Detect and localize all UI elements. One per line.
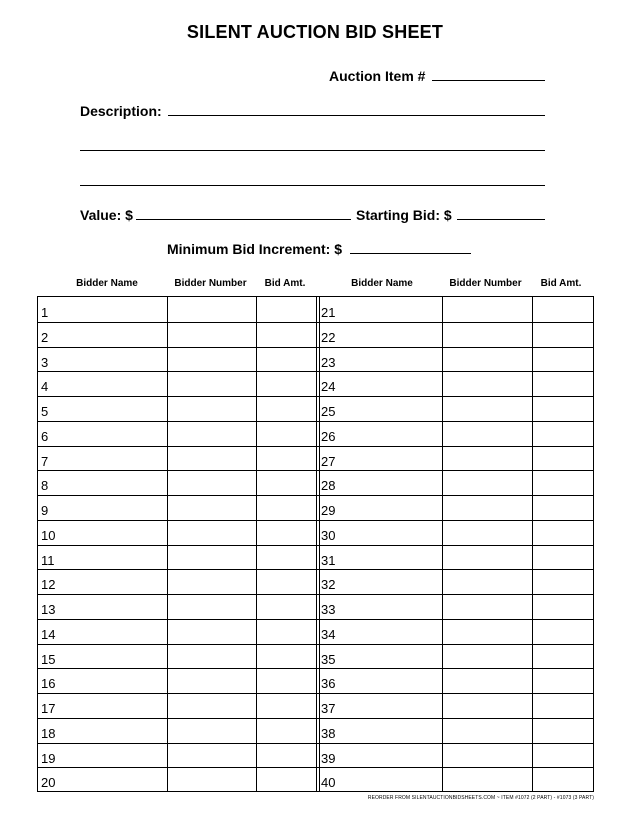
row-number-right: 32: [321, 577, 336, 593]
auction-item-label: Auction Item #: [329, 68, 426, 84]
row-number-right: 21: [321, 305, 336, 320]
description-field-line-1[interactable]: [168, 115, 545, 116]
row-divider: [38, 594, 593, 595]
row-number-left: 7: [41, 453, 49, 469]
row-number-left: 9: [41, 503, 49, 518]
row-divider: [38, 767, 593, 768]
row-number-right: 25: [321, 404, 336, 419]
row-number-left: 10: [41, 527, 56, 543]
row-number-right: 28: [321, 478, 336, 494]
row-number-left: 13: [41, 602, 56, 617]
row-divider: [38, 446, 593, 447]
row-divider: [38, 743, 593, 744]
row-number-left: 3: [41, 354, 49, 370]
row-number-right: 23: [321, 354, 336, 370]
description-label: Description:: [80, 103, 162, 119]
row-number-left: 20: [41, 775, 56, 791]
row-divider: [38, 470, 593, 471]
row-number-right: 35: [321, 651, 336, 667]
row-divider: [38, 520, 593, 521]
value-label: Value: $: [80, 207, 133, 223]
row-divider: [38, 421, 593, 422]
row-divider: [38, 371, 593, 372]
row-number-left: 5: [41, 404, 49, 419]
row-divider: [38, 693, 593, 694]
col-header-bidder-name-left: Bidder Name: [76, 278, 138, 289]
row-number-left: 8: [41, 478, 49, 494]
row-number-left: 12: [41, 577, 56, 593]
row-number-right: 34: [321, 626, 336, 642]
col-header-bidder-number-right: Bidder Number: [449, 278, 522, 289]
row-divider: [38, 718, 593, 719]
page-title: SILENT AUCTION BID SHEET: [186, 22, 444, 42]
row-number-right: 40: [321, 775, 336, 791]
row-number-left: 14: [41, 626, 56, 642]
row-number-left: 16: [41, 676, 56, 692]
row-divider: [38, 644, 593, 645]
min-increment-label: Minimum Bid Increment: $: [167, 241, 343, 257]
row-divider: [38, 347, 593, 348]
description-field-line-2[interactable]: [80, 150, 545, 151]
row-number-right: 37: [321, 701, 336, 716]
col-header-bidder-name-right: Bidder Name: [351, 278, 413, 289]
row-number-right: 36: [321, 676, 336, 692]
row-divider: [38, 322, 593, 323]
reorder-footer: REORDER FROM SILENTAUCTIONBIDSHEETS.COM ~ ITEM #1072 (2 PART) - #1073 (3 PART): [367, 795, 594, 801]
row-number-left: 2: [41, 329, 49, 345]
row-divider: [38, 396, 593, 397]
row-number-right: 31: [321, 552, 336, 568]
row-number-right: 24: [321, 379, 336, 395]
row-number-right: 29: [321, 503, 336, 518]
value-field[interactable]: [136, 219, 351, 220]
col-header-bid-amt-left: Bid Amt.: [264, 278, 306, 289]
row-divider: [38, 619, 593, 620]
description-field-line-3[interactable]: [80, 185, 545, 186]
row-number-left: 17: [41, 701, 56, 716]
row-divider: [38, 545, 593, 546]
row-number-left: 1: [41, 305, 49, 320]
row-divider: [38, 668, 593, 669]
row-divider: [38, 495, 593, 496]
bid-table: [37, 296, 594, 792]
col-header-bid-amt-right: Bid Amt.: [540, 278, 582, 289]
row-number-left: 4: [41, 379, 49, 395]
row-number-right: 26: [321, 428, 336, 444]
starting-bid-field[interactable]: [457, 219, 545, 220]
row-divider: [38, 569, 593, 570]
row-number-right: 22: [321, 329, 336, 345]
row-number-right: 30: [321, 527, 336, 543]
row-number-left: 15: [41, 651, 56, 667]
row-number-left: 6: [41, 428, 49, 444]
row-number-left: 11: [41, 552, 55, 568]
auction-item-field[interactable]: [432, 80, 545, 81]
col-header-bidder-number-left: Bidder Number: [174, 278, 247, 289]
row-number-left: 19: [41, 750, 56, 766]
row-number-right: 39: [321, 750, 336, 766]
row-number-right: 27: [321, 453, 336, 469]
starting-bid-label: Starting Bid: $: [356, 207, 452, 223]
row-number-right: 33: [321, 602, 336, 617]
row-number-right: 38: [321, 725, 336, 741]
min-increment-field[interactable]: [350, 253, 471, 254]
row-number-left: 18: [41, 725, 56, 741]
